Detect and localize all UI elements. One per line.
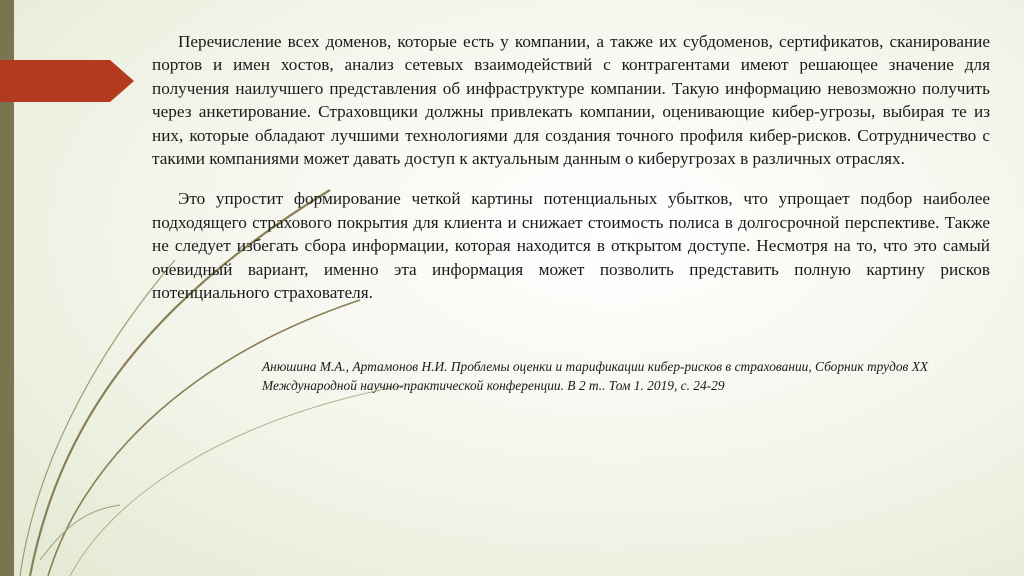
paragraph-2: Это упростит формирование четкой картины потенциальных убытков, что упрощает подбор наиболее подходящего страхового покрытия для клиента и снижает стоимость полиса в долгосрочной перспективе. Также не следует избегать сбора информации, которая находится в открытом доступе. Несмотря на то, что это самый очевидный вариант, именно эта информация может позволить представить полную картину рисков потенциального страхователя. — [152, 189, 990, 303]
citation: Анюшина М.А., Артамонов Н.И. Проблемы оценки и тарификации кибер-рисков в страховании, Сборник трудов XX Международной научно-практической конференции. В 2 т.. Том 1. 2019, с. 24-29 — [262, 359, 929, 393]
paragraph-1: Перечисление всех доменов, которые есть у компании, а также их субдоменов, сертификатов, сканирование портов и имен хостов, анализ сетевых взаимодействий с контрагентами имеют решающее значение для получения наилучшего представления об инфраструктуре компании. Такую информацию невозможно получить через анкетирование. Страховщики должны привлекать компании, оценивающие кибер-угрозы, выбирая те из них, которые обладают лучшими технологиями для создания точного профиля кибер-рисков. Сотрудничество с такими компаниями может давать доступ к актуальным данным о киберугрозах в различных отраслях. — [152, 32, 990, 169]
slide-body — [152, 30, 990, 304]
red-arrow-icon — [0, 60, 134, 102]
